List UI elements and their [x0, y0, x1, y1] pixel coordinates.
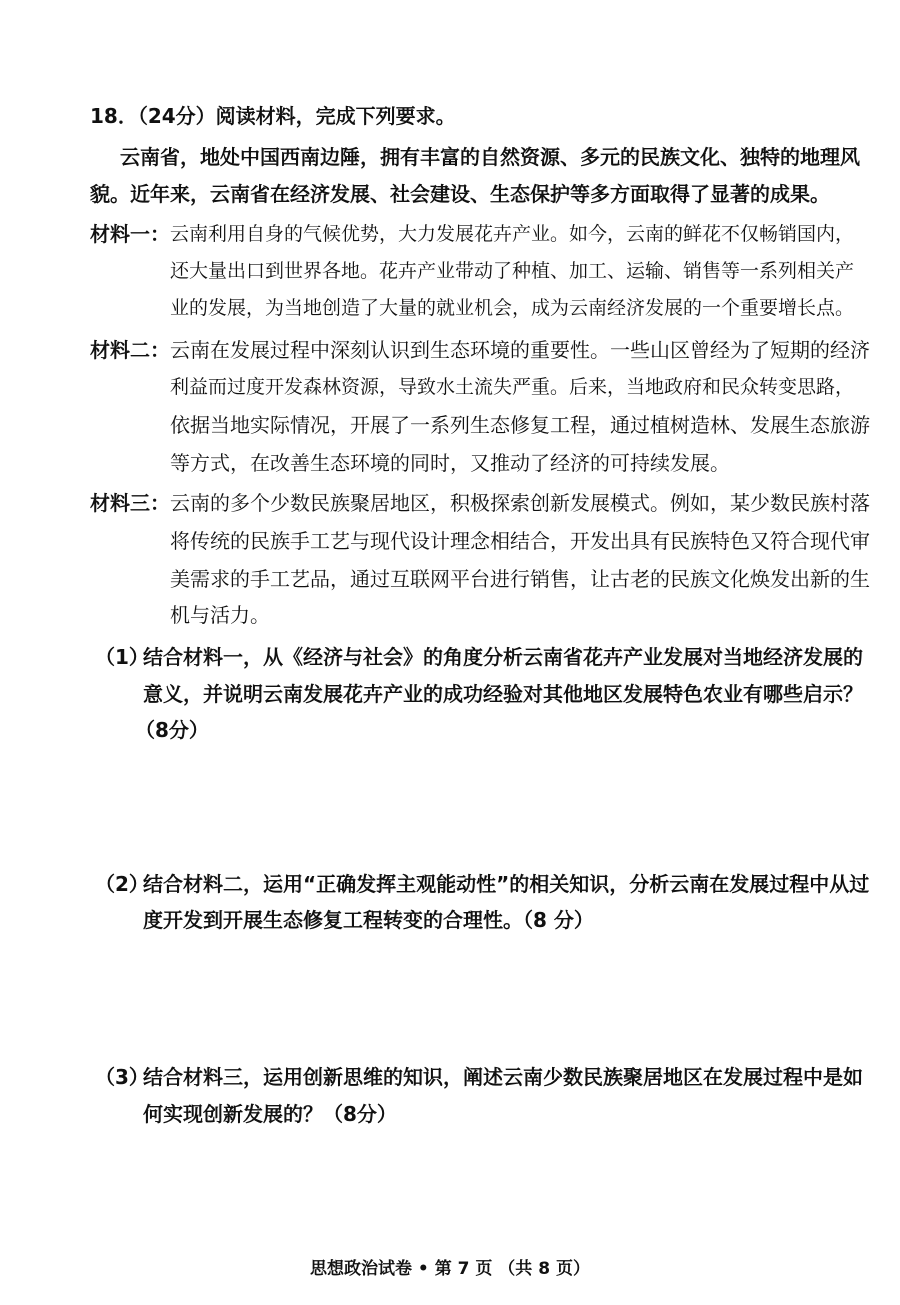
intro-line-1: 云南省，地处中国西南边陲，拥有丰富的自然资源、多元的民族文化、独特的地理风 [120, 145, 860, 169]
subquestion-3-number: （3） [95, 1065, 149, 1089]
material-2-line-3: 依据当地实际情况，开展了一系列生态修复工程，通过植树造林、发展生态旅游 [170, 413, 870, 437]
material-3-line-3: 美需求的手工艺品，通过互联网平台进行销售，让古老的民族文化焕发出新的生 [170, 567, 870, 591]
material-3-line-1: 云南的多个少数民族聚居地区，积极探索创新发展模式。例如，某少数民族村落 [170, 491, 870, 515]
subquestion-1-line-1: 结合材料一，从《经济与社会》的角度分析云南省花卉产业发展对当地经济发展的 [143, 645, 863, 669]
material-2-line-1: 云南在发展过程中深刻认识到生态环境的重要性。一些山区曾经为了短期的经济 [170, 338, 870, 362]
subquestion-1-line-2: 意义，并说明云南发展花卉产业的成功经验对其他地区发展特色农业有哪些启示？ [143, 682, 863, 706]
subquestion-3-line-2: 何实现创新发展的？（8分） [143, 1102, 397, 1126]
material-2-line-4: 等方式，在改善生态环境的同时，又推动了经济的可持续发展。 [170, 451, 730, 475]
subquestion-2-number: （2） [95, 872, 149, 896]
question-header: 18．（24分）阅读材料，完成下列要求。 [90, 104, 456, 128]
page-footer: 思想政治试卷 • 第 7 页 （共 8 页） [310, 1259, 590, 1279]
material-3-line-2: 将传统的民族手工艺与现代设计理念相结合，开发出具有民族特色又符合现代审 [170, 529, 870, 553]
material-1-line-2: 还大量出口到世界各地。花卉产业带动了种植、加工、运输、销售等一系列相关产 [170, 260, 855, 282]
material-1-label: 材料一： [90, 222, 170, 246]
material-1-line-1: 云南利用自身的气候优势，大力发展花卉产业。如今，云南的鲜花不仅畅销国内， [170, 223, 855, 245]
material-2-line-2: 利益而过度开发森林资源，导致水土流失严重。后来，当地政府和民众转变思路， [170, 376, 855, 398]
subquestion-2-line-1: 结合材料二，运用“正确发挥主观能动性”的相关知识，分析云南在发展过程中从过 [143, 872, 870, 896]
material-3-line-4: 机与活力。 [170, 603, 270, 627]
material-1-line-3: 业的发展，为当地创造了大量的就业机会，成为云南经济发展的一个重要增长点。 [170, 297, 855, 319]
subquestion-3-line-1: 结合材料三，运用创新思维的知识，阐述云南少数民族聚居地区在发展过程中是如 [143, 1065, 863, 1089]
subquestion-1-line-3: （8分） [135, 718, 209, 742]
subquestion-2-line-2: 度开发到开展生态修复工程转变的合理性。（8 分） [143, 908, 594, 932]
subquestion-1-number: （1） [95, 645, 149, 669]
material-2-label: 材料二： [90, 338, 170, 362]
material-3-label: 材料三： [90, 491, 170, 515]
intro-line-2: 貌。近年来，云南省在经济发展、社会建设、生态保护等多方面取得了显著的成果。 [90, 182, 830, 206]
